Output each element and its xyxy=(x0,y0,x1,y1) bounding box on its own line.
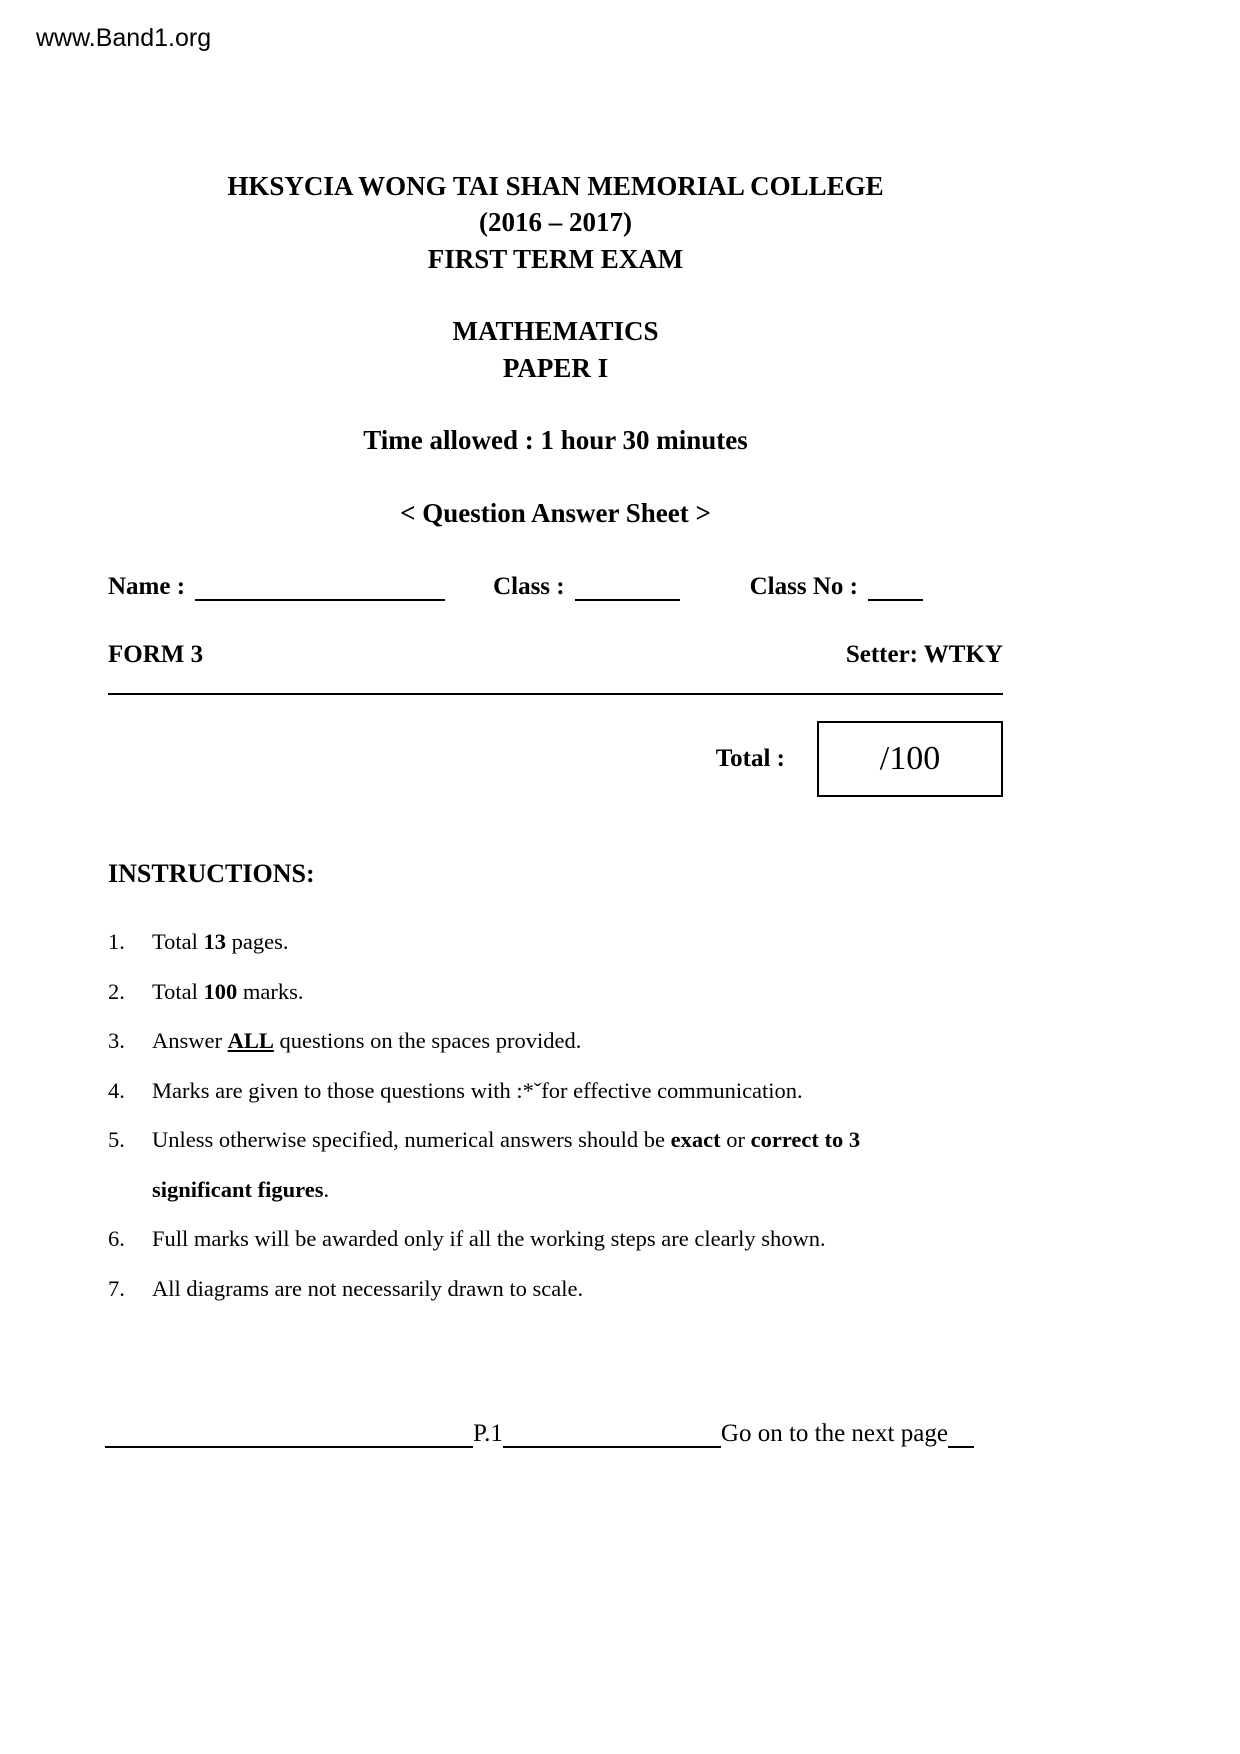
footer-rule-middle xyxy=(503,1420,721,1448)
class-no-label: Class No : xyxy=(749,573,858,601)
total-score-box xyxy=(817,721,1003,797)
instruction-number: 6. xyxy=(108,1226,125,1252)
instruction-text: Answer ALL questions on the spaces provided. xyxy=(152,1028,582,1054)
paper-title: PAPER I xyxy=(502,352,609,383)
total-row xyxy=(108,721,1003,797)
instruction-item xyxy=(108,1066,1003,1116)
next-page-note: Go on to the next page xyxy=(720,1420,948,1447)
instructions-heading: INSTRUCTIONS: xyxy=(108,859,315,889)
instruction-number: 7. xyxy=(108,1275,125,1301)
class-no-field-blank xyxy=(868,573,923,601)
instruction-text: Unless otherwise specified, numerical answers should be exact or correct to 3 significant figures. xyxy=(152,1127,861,1202)
instruction-item xyxy=(108,917,1003,967)
total-label: Total : xyxy=(715,745,785,773)
exam-year: (2016 – 2017) xyxy=(479,207,632,238)
subject-title: MATHEMATICS xyxy=(452,316,659,347)
instruction-text: Marks are given to those questions with :*ˇfor effective communication. xyxy=(152,1077,803,1103)
instruction-number: 5. xyxy=(108,1127,125,1153)
divider-line xyxy=(108,693,1003,695)
instruction-text: Total 100 marks. xyxy=(152,978,304,1004)
sheet-type: < Question Answer Sheet > xyxy=(400,497,711,528)
instruction-number: 3. xyxy=(108,1028,125,1054)
name-field-blank xyxy=(195,573,445,601)
site-watermark: www.Band1.org xyxy=(36,24,212,52)
instruction-text: Full marks will be awarded only if all the working steps are clearly shown. xyxy=(152,1226,826,1252)
instruction-number: 1. xyxy=(108,929,125,955)
name-label: Name : xyxy=(108,573,186,601)
instruction-item xyxy=(108,967,1003,1017)
page-footer xyxy=(105,1420,1003,1448)
title-block xyxy=(108,168,1003,531)
class-label: Class : xyxy=(493,573,565,601)
instruction-item xyxy=(108,1016,1003,1066)
student-info-row xyxy=(108,573,1003,601)
instruction-text: Total 13 pages. xyxy=(152,929,289,955)
instructions-section xyxy=(108,859,1003,1313)
setter-label: Setter: WTKY xyxy=(845,641,1003,669)
instruction-number: 4. xyxy=(108,1077,125,1103)
instruction-item xyxy=(108,1115,1003,1214)
exam-name: FIRST TERM EXAM xyxy=(427,243,684,274)
time-allowed: Time allowed : 1 hour 30 minutes xyxy=(363,425,748,456)
instruction-item xyxy=(108,1214,1003,1264)
footer-rule-right xyxy=(948,1420,974,1448)
page-number: P.1 xyxy=(473,1420,503,1447)
footer-rule-left xyxy=(105,1420,473,1448)
form-label: FORM 3 xyxy=(108,641,204,669)
instruction-number: 2. xyxy=(108,978,125,1004)
total-score-value: /100 xyxy=(879,740,941,778)
instruction-text: All diagrams are not necessarily drawn to scale. xyxy=(152,1275,584,1301)
instructions-list xyxy=(108,917,1003,1313)
instruction-item xyxy=(108,1264,1003,1314)
class-field-blank xyxy=(575,573,680,601)
form-setter-row xyxy=(108,641,1003,669)
school-name: HKSYCIA WONG TAI SHAN MEMORIAL COLLEGE xyxy=(227,171,884,201)
